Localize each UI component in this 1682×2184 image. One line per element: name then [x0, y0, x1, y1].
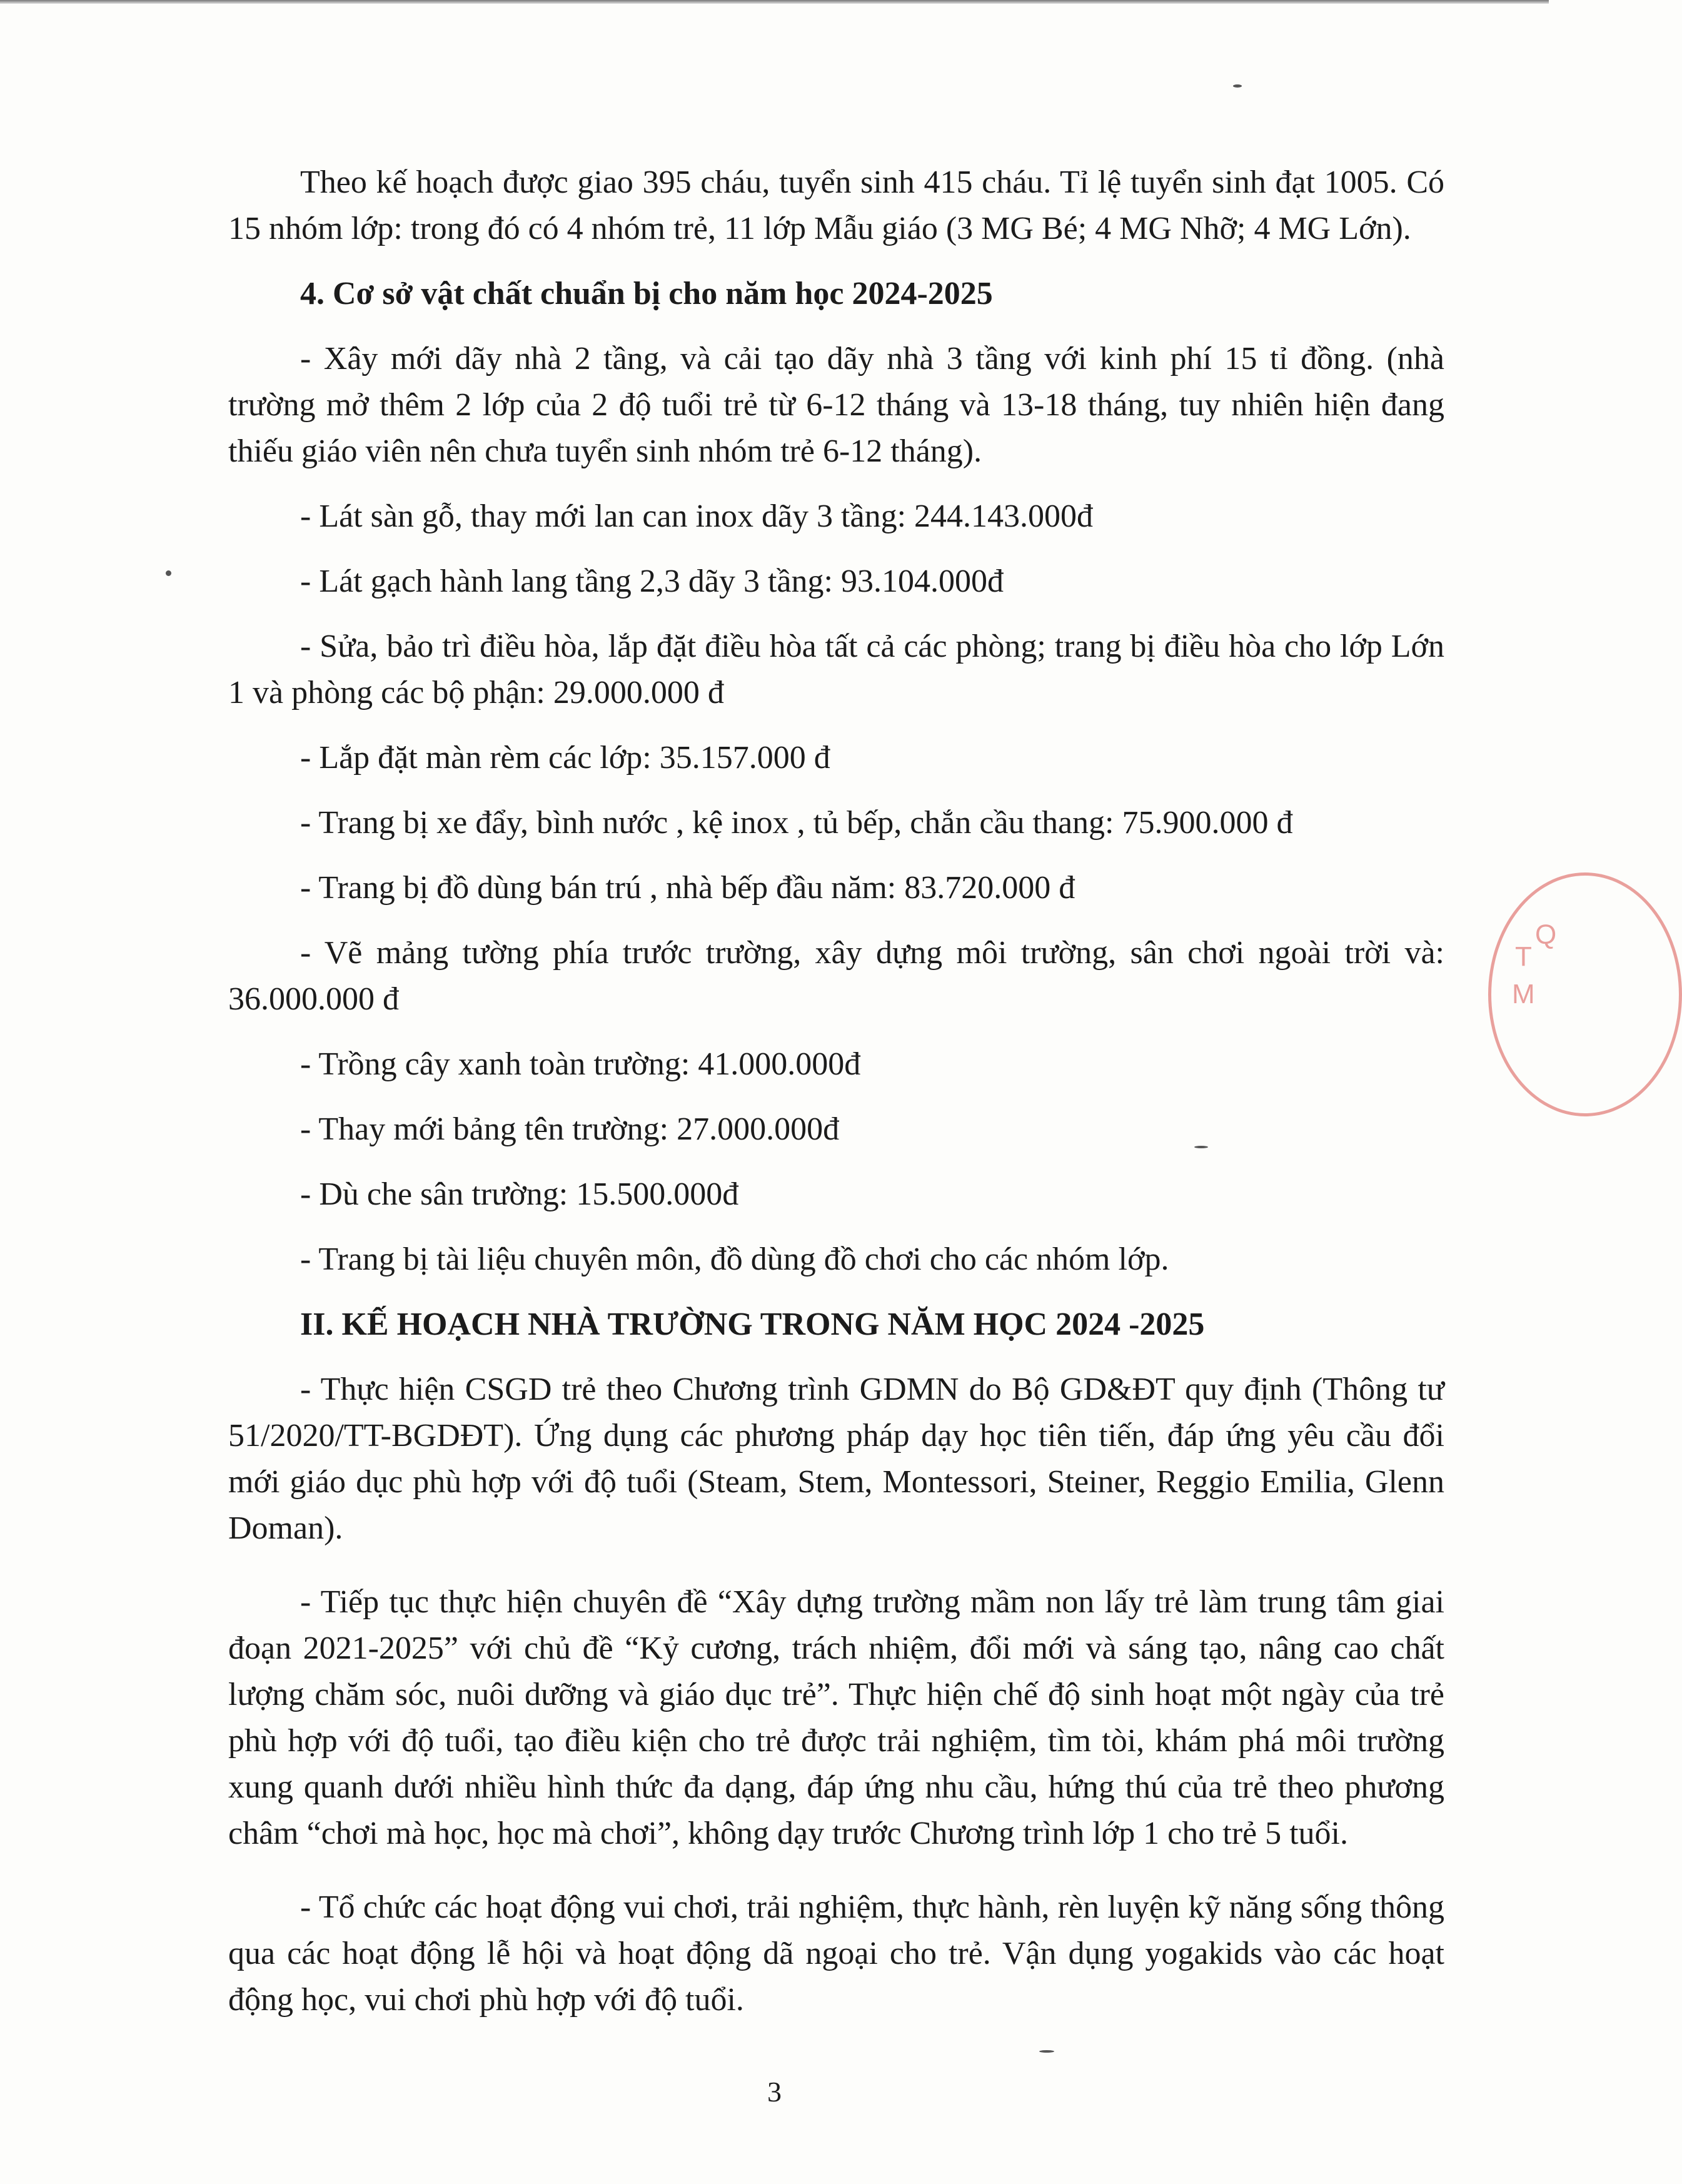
section-4-heading: 4. Cơ sở vật chất chuẩn bị cho năm học 2024-2025 [300, 276, 993, 311]
scan-speck [1194, 1146, 1208, 1148]
list-item: - Trang bị tài liệu chuyên môn, đồ dùng đồ chơi cho các nhóm lớp. [300, 1241, 1169, 1277]
stamp-letter: M [1512, 979, 1535, 1009]
document-body [228, 159, 1444, 2023]
list-item: - Lát gạch hành lang tầng 2,3 dãy 3 tầng: 93.104.000đ [300, 564, 1004, 599]
stamp-letter: T [1515, 941, 1532, 972]
enrollment-paragraph: Theo kế hoạch được giao 395 cháu, tuyển sinh 415 cháu. Tỉ lệ tuyển sinh đạt 1005. Có 15 nhóm lớp: trong đó có 4 nhóm trẻ, 11 lớp Mẫu giáo (3 MG Bé; 4 MG Nhỡ; 4 MG Lớn). [228, 164, 1444, 246]
stamp-letter: Q [1535, 919, 1557, 950]
plan-paragraph: - Tổ chức các hoạt động vui chơi, trải nghiệm, thực hành, rèn luyện kỹ năng sống thông qua các hoạt động lễ hội và hoạt động dã ngoại cho trẻ. Vận dụng yogakids vào các hoạt động học, vui chơi phù hợp với độ tuổi. [228, 1889, 1444, 2018]
scan-speck [166, 570, 171, 576]
list-item: - Trang bị đồ dùng bán trú , nhà bếp đầu năm: 83.720.000 đ [300, 870, 1075, 906]
official-seal-stamp [1488, 872, 1682, 1116]
list-item: - Trồng cây xanh toàn trường: 41.000.000đ [300, 1046, 861, 1082]
list-item: - Lát sàn gỗ, thay mới lan can inox dãy 3 tầng: 244.143.000đ [300, 498, 1094, 534]
list-item: - Thay mới bảng tên trường: 27.000.000đ [300, 1111, 840, 1147]
list-item: - Trang bị xe đẩy, bình nước , kệ inox , tủ bếp, chắn cầu thang: 75.900.000 đ [300, 805, 1293, 841]
scan-speck [1233, 84, 1242, 88]
plan-paragraph: - Thực hiện CSGD trẻ theo Chương trình GDMN do Bộ GD&ĐT quy định (Thông tư 51/2020/TT-BGDĐT). Ứng dụng các phương pháp dạy học tiên tiến, đáp ứng yêu cầu đổi mới giáo dục phù hợp với độ tuổi (Steam, Stem, Montessori, Steiner, Reggio Emilia, Glenn Doman). [228, 1372, 1444, 1546]
list-item: - Dù che sân trường: 15.500.000đ [300, 1176, 739, 1212]
scan-top-edge [0, 0, 1549, 4]
list-item: - Sửa, bảo trì điều hòa, lắp đặt điều hòa tất cả các phòng; trang bị điều hòa cho lớp Lớn 1 và phòng các bộ phận: 29.000.000 đ [228, 629, 1444, 710]
section-ii-heading: II. KẾ HOẠCH NHÀ TRƯỜNG TRONG NĂM HỌC 2024 -2025 [300, 1307, 1205, 1342]
list-item: - Lắp đặt màn rèm các lớp: 35.157.000 đ [300, 740, 830, 776]
page-number: 3 [767, 2076, 782, 2108]
plan-paragraph: - Tiếp tục thực hiện chuyên đề “Xây dựng trường mầm non lấy trẻ làm trung tâm giai đoạn 2021-2025” với chủ đề “Kỷ cương, trách nhiệm, đổi mới và sáng tạo, nâng cao chất lượng chăm sóc, nuôi dưỡng và giáo dục trẻ”. Thực hiện chế độ sinh hoạt một ngày của trẻ phù hợp với độ tuổi, tạo điều kiện cho trẻ được trải nghiệm, tìm tòi, khám phá môi trường xung quanh dưới nhiều hình thức đa dạng, đáp ứng nhu cầu, hứng thú của trẻ theo phương châm “chơi mà học, học mà chơi”, không dạy trước Chương trình lớp 1 cho trẻ 5 tuổi. [228, 1584, 1444, 1851]
list-item: - Xây mới dãy nhà 2 tầng, và cải tạo dãy nhà 3 tầng với kinh phí 15 tỉ đồng. (nhà trường mở thêm 2 lớp của 2 độ tuổi trẻ từ 6-12 tháng và 13-18 tháng, tuy nhiên hiện đang thiếu giáo viên nên chưa tuyển sinh nhóm trẻ 6-12 tháng). [228, 341, 1444, 469]
scan-speck [1039, 2050, 1054, 2053]
list-item: - Vẽ mảng tường phía trước trường, xây dựng môi trường, sân chơi ngoài trời và: 36.000.000 đ [228, 935, 1444, 1017]
